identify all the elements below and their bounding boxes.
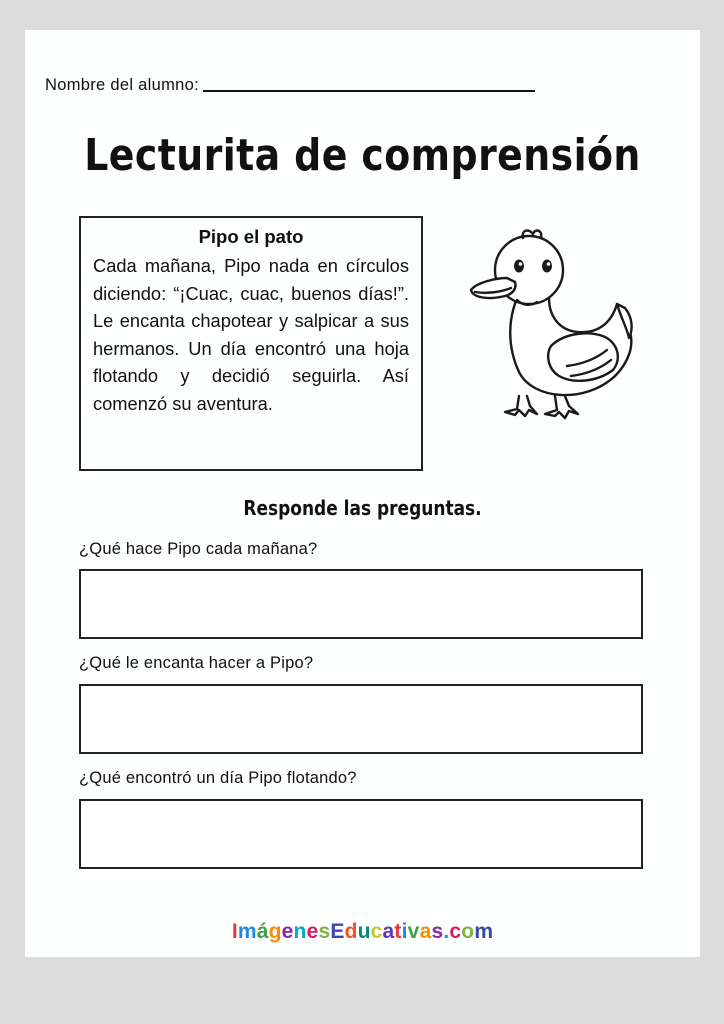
footer-letter: i (401, 920, 408, 943)
footer-letter: I (231, 920, 238, 943)
footer-letter: v (407, 920, 420, 943)
footer-letter: t (394, 920, 402, 943)
footer-letter: g (268, 920, 282, 943)
story-title: Pipo el pato (198, 226, 304, 247)
story-text: Cada mañana, Pipo nada en círculos diciendo: “¡Cuac, cuac, buenos días!”. Le encanta chapotear y salpicar a sus hermanos. Un día encontró una hoja flotando y decidió seguirla. Así comenzó su aventura. (93, 255, 409, 414)
worksheet-page (25, 30, 700, 957)
footer-letter: s (431, 920, 444, 943)
footer-letter: c (449, 920, 462, 943)
footer-letter: d (344, 920, 358, 943)
story-box (79, 216, 423, 471)
footer-letter: o (461, 920, 475, 943)
footer-letter: u (357, 920, 371, 943)
duck-icon (457, 226, 635, 426)
footer-site-text (232, 920, 493, 943)
footer-letter: a (419, 920, 432, 943)
footer-letter: . (443, 920, 450, 943)
student-name-line (45, 76, 535, 95)
footer-letter: c (370, 920, 383, 943)
footer-letter: n (293, 920, 307, 943)
footer-letter: m (237, 920, 257, 943)
footer-site-link[interactable] (25, 920, 700, 944)
student-name-blank[interactable] (203, 90, 535, 92)
answer-box-1[interactable] (79, 569, 643, 639)
question-2: ¿Qué le encanta hacer a Pipo? (79, 654, 314, 672)
footer-letter: s (318, 920, 331, 943)
footer-letter: a (382, 920, 395, 943)
footer-letter: á (256, 920, 269, 943)
student-name-label: Nombre del alumno: (45, 76, 199, 94)
question-1: ¿Qué hace Pipo cada mañana? (79, 540, 318, 558)
questions-heading: Responde las preguntas. (243, 496, 482, 520)
footer-letter: m (474, 920, 494, 943)
answer-box-3[interactable] (79, 799, 643, 869)
question-3: ¿Qué encontró un día Pipo flotando? (79, 769, 357, 787)
answer-box-2[interactable] (79, 684, 643, 754)
footer-letter: E (330, 920, 345, 943)
footer-letter: e (281, 920, 294, 943)
page-title: Lecturita de comprensión (84, 130, 641, 181)
footer-letter: e (306, 920, 319, 943)
